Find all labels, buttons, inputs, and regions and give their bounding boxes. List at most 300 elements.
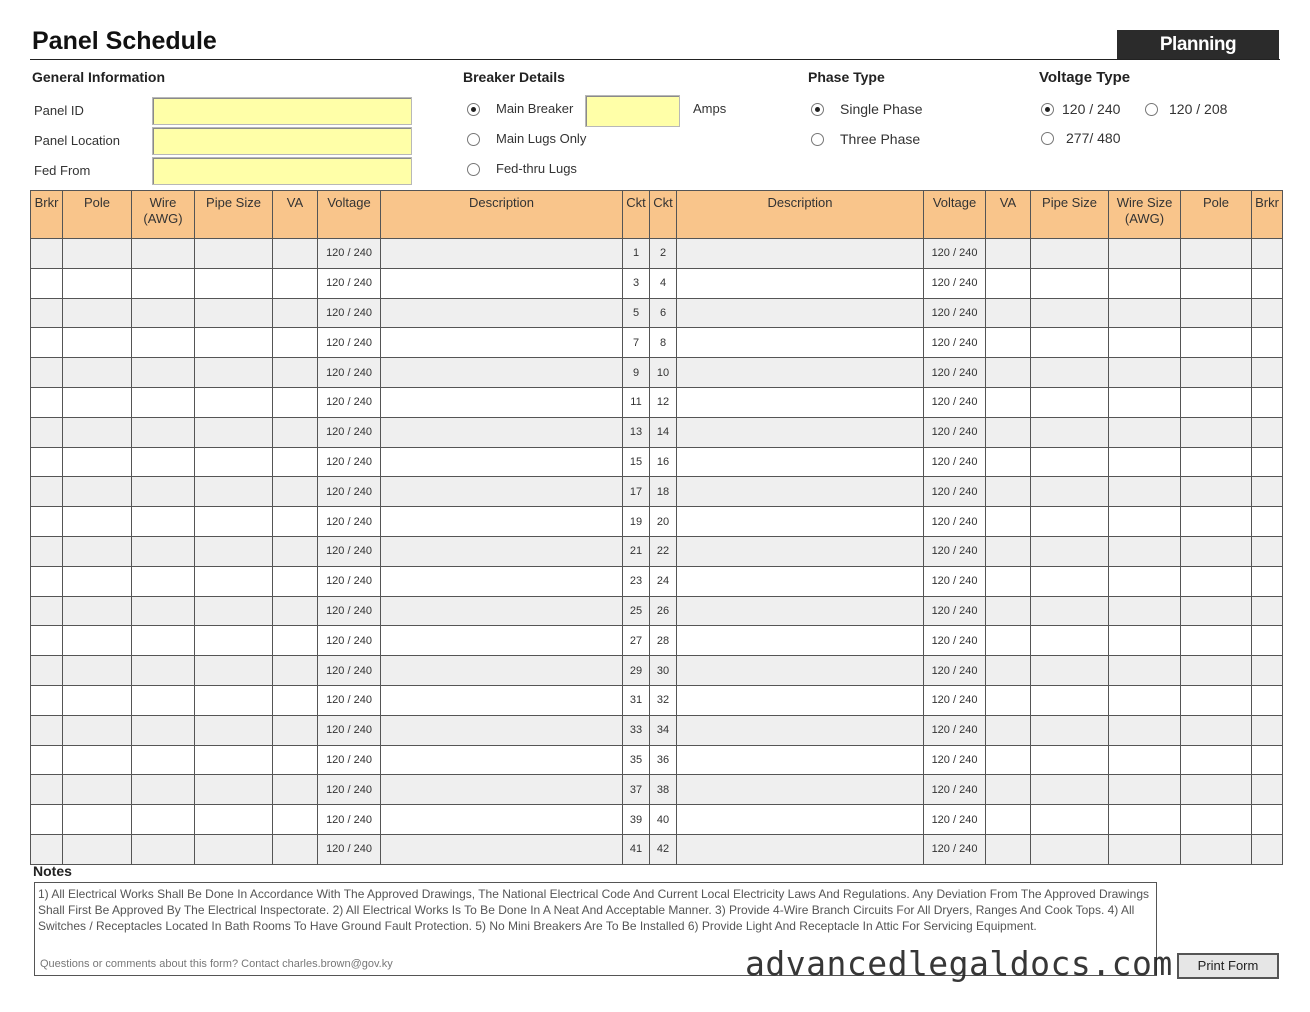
table-cell[interactable] — [1109, 447, 1181, 477]
table-cell[interactable] — [1031, 566, 1109, 596]
right-voltage-cell[interactable]: 120 / 240 — [924, 775, 986, 805]
table-cell[interactable] — [31, 805, 63, 835]
table-cell[interactable] — [132, 536, 195, 566]
table-cell[interactable] — [1252, 268, 1283, 298]
table-cell[interactable] — [63, 834, 132, 864]
table-cell[interactable] — [63, 775, 132, 805]
table-cell[interactable] — [1252, 447, 1283, 477]
main-breaker-radio[interactable] — [467, 103, 480, 116]
table-cell[interactable] — [381, 417, 623, 447]
table-cell[interactable] — [986, 566, 1031, 596]
table-cell[interactable] — [381, 268, 623, 298]
table-cell[interactable] — [1031, 507, 1109, 537]
table-cell[interactable] — [63, 447, 132, 477]
table-cell[interactable] — [31, 507, 63, 537]
table-cell[interactable] — [677, 417, 924, 447]
right-voltage-cell[interactable]: 120 / 240 — [924, 566, 986, 596]
left-voltage-cell[interactable]: 120 / 240 — [318, 447, 381, 477]
table-cell[interactable] — [195, 268, 273, 298]
left-voltage-cell[interactable]: 120 / 240 — [318, 507, 381, 537]
right-voltage-cell[interactable]: 120 / 240 — [924, 536, 986, 566]
table-cell[interactable] — [132, 268, 195, 298]
table-cell[interactable] — [677, 387, 924, 417]
table-cell[interactable] — [1109, 298, 1181, 328]
table-cell[interactable] — [381, 596, 623, 626]
table-cell[interactable] — [273, 805, 318, 835]
table-cell[interactable] — [273, 328, 318, 358]
table-cell[interactable] — [1252, 536, 1283, 566]
table-cell[interactable] — [381, 775, 623, 805]
table-cell[interactable] — [63, 536, 132, 566]
table-cell[interactable] — [986, 715, 1031, 745]
table-cell[interactable] — [1031, 328, 1109, 358]
table-cell[interactable] — [63, 358, 132, 388]
table-cell[interactable] — [1031, 596, 1109, 626]
table-cell[interactable] — [1181, 656, 1252, 686]
right-voltage-cell[interactable]: 120 / 240 — [924, 656, 986, 686]
table-cell[interactable] — [195, 685, 273, 715]
table-cell[interactable] — [986, 656, 1031, 686]
table-cell[interactable] — [31, 328, 63, 358]
right-voltage-cell[interactable]: 120 / 240 — [924, 358, 986, 388]
table-cell[interactable] — [1181, 387, 1252, 417]
table-cell[interactable] — [381, 239, 623, 269]
table-cell[interactable] — [273, 268, 318, 298]
table-cell[interactable] — [1109, 417, 1181, 447]
table-cell[interactable] — [63, 328, 132, 358]
left-voltage-cell[interactable]: 120 / 240 — [318, 715, 381, 745]
table-cell[interactable] — [986, 745, 1031, 775]
table-cell[interactable] — [63, 268, 132, 298]
table-cell[interactable] — [31, 387, 63, 417]
table-cell[interactable] — [1252, 596, 1283, 626]
left-voltage-cell[interactable]: 120 / 240 — [318, 268, 381, 298]
table-cell[interactable] — [195, 298, 273, 328]
table-cell[interactable] — [132, 596, 195, 626]
table-cell[interactable] — [1031, 685, 1109, 715]
table-cell[interactable] — [1031, 805, 1109, 835]
table-cell[interactable] — [132, 745, 195, 775]
right-voltage-cell[interactable]: 120 / 240 — [924, 834, 986, 864]
table-cell[interactable] — [1252, 626, 1283, 656]
right-voltage-cell[interactable]: 120 / 240 — [924, 268, 986, 298]
table-cell[interactable] — [381, 536, 623, 566]
table-cell[interactable] — [273, 507, 318, 537]
table-cell[interactable] — [381, 834, 623, 864]
table-cell[interactable] — [195, 328, 273, 358]
table-cell[interactable] — [1252, 417, 1283, 447]
left-voltage-cell[interactable]: 120 / 240 — [318, 358, 381, 388]
table-cell[interactable] — [31, 745, 63, 775]
table-cell[interactable] — [1031, 536, 1109, 566]
table-cell[interactable] — [1031, 775, 1109, 805]
table-cell[interactable] — [1109, 596, 1181, 626]
voltage-120-240-radio[interactable] — [1041, 103, 1054, 116]
table-cell[interactable] — [31, 417, 63, 447]
right-voltage-cell[interactable]: 120 / 240 — [924, 626, 986, 656]
table-cell[interactable] — [132, 685, 195, 715]
table-cell[interactable] — [381, 298, 623, 328]
table-cell[interactable] — [132, 387, 195, 417]
table-cell[interactable] — [1181, 298, 1252, 328]
table-cell[interactable] — [273, 536, 318, 566]
table-cell[interactable] — [677, 685, 924, 715]
table-cell[interactable] — [195, 805, 273, 835]
left-voltage-cell[interactable]: 120 / 240 — [318, 834, 381, 864]
table-cell[interactable] — [31, 775, 63, 805]
table-cell[interactable] — [63, 566, 132, 596]
table-cell[interactable] — [1109, 566, 1181, 596]
table-cell[interactable] — [63, 805, 132, 835]
table-cell[interactable] — [677, 536, 924, 566]
table-cell[interactable] — [195, 387, 273, 417]
table-cell[interactable] — [1252, 298, 1283, 328]
table-cell[interactable] — [1031, 745, 1109, 775]
table-cell[interactable] — [273, 387, 318, 417]
table-cell[interactable] — [986, 596, 1031, 626]
table-cell[interactable] — [677, 358, 924, 388]
table-cell[interactable] — [986, 358, 1031, 388]
table-cell[interactable] — [986, 507, 1031, 537]
table-cell[interactable] — [31, 536, 63, 566]
right-voltage-cell[interactable]: 120 / 240 — [924, 507, 986, 537]
table-cell[interactable] — [63, 626, 132, 656]
table-cell[interactable] — [132, 656, 195, 686]
left-voltage-cell[interactable]: 120 / 240 — [318, 805, 381, 835]
table-cell[interactable] — [381, 358, 623, 388]
table-cell[interactable] — [986, 477, 1031, 507]
table-cell[interactable] — [195, 358, 273, 388]
table-cell[interactable] — [986, 328, 1031, 358]
table-cell[interactable] — [132, 447, 195, 477]
table-cell[interactable] — [63, 387, 132, 417]
table-cell[interactable] — [677, 656, 924, 686]
table-cell[interactable] — [1031, 358, 1109, 388]
table-cell[interactable] — [31, 477, 63, 507]
table-cell[interactable] — [677, 745, 924, 775]
table-cell[interactable] — [1181, 596, 1252, 626]
table-cell[interactable] — [273, 596, 318, 626]
left-voltage-cell[interactable]: 120 / 240 — [318, 387, 381, 417]
table-cell[interactable] — [132, 328, 195, 358]
table-cell[interactable] — [1181, 536, 1252, 566]
right-voltage-cell[interactable]: 120 / 240 — [924, 596, 986, 626]
amps-field[interactable] — [585, 95, 680, 127]
table-cell[interactable] — [1031, 417, 1109, 447]
table-cell[interactable] — [1252, 834, 1283, 864]
table-cell[interactable] — [195, 507, 273, 537]
table-cell[interactable] — [1252, 239, 1283, 269]
table-cell[interactable] — [381, 805, 623, 835]
table-cell[interactable] — [381, 387, 623, 417]
table-cell[interactable] — [1109, 685, 1181, 715]
left-voltage-cell[interactable]: 120 / 240 — [318, 745, 381, 775]
table-cell[interactable] — [273, 417, 318, 447]
table-cell[interactable] — [63, 477, 132, 507]
table-cell[interactable] — [195, 715, 273, 745]
table-cell[interactable] — [1181, 685, 1252, 715]
table-cell[interactable] — [1181, 477, 1252, 507]
table-cell[interactable] — [273, 477, 318, 507]
table-cell[interactable] — [195, 656, 273, 686]
table-cell[interactable] — [1252, 358, 1283, 388]
table-cell[interactable] — [132, 805, 195, 835]
table-cell[interactable] — [1181, 507, 1252, 537]
table-cell[interactable] — [31, 358, 63, 388]
table-cell[interactable] — [31, 268, 63, 298]
table-cell[interactable] — [273, 626, 318, 656]
table-cell[interactable] — [677, 328, 924, 358]
table-cell[interactable] — [381, 447, 623, 477]
right-voltage-cell[interactable]: 120 / 240 — [924, 745, 986, 775]
table-cell[interactable] — [31, 596, 63, 626]
table-cell[interactable] — [1031, 834, 1109, 864]
table-cell[interactable] — [1031, 239, 1109, 269]
table-cell[interactable] — [1181, 834, 1252, 864]
table-cell[interactable] — [63, 507, 132, 537]
left-voltage-cell[interactable]: 120 / 240 — [318, 596, 381, 626]
table-cell[interactable] — [273, 685, 318, 715]
table-cell[interactable] — [1109, 507, 1181, 537]
table-cell[interactable] — [1109, 834, 1181, 864]
table-cell[interactable] — [63, 298, 132, 328]
left-voltage-cell[interactable]: 120 / 240 — [318, 656, 381, 686]
table-cell[interactable] — [986, 298, 1031, 328]
table-cell[interactable] — [132, 834, 195, 864]
right-voltage-cell[interactable]: 120 / 240 — [924, 477, 986, 507]
table-cell[interactable] — [31, 715, 63, 745]
left-voltage-cell[interactable]: 120 / 240 — [318, 626, 381, 656]
table-cell[interactable] — [677, 298, 924, 328]
table-cell[interactable] — [1181, 626, 1252, 656]
table-cell[interactable] — [986, 447, 1031, 477]
table-cell[interactable] — [1109, 805, 1181, 835]
table-cell[interactable] — [31, 298, 63, 328]
table-cell[interactable] — [1109, 745, 1181, 775]
table-cell[interactable] — [273, 834, 318, 864]
table-cell[interactable] — [63, 596, 132, 626]
table-cell[interactable] — [31, 447, 63, 477]
contact-text[interactable]: Questions or comments about this form? Contact charles.brown@gov.ky — [40, 958, 393, 970]
table-cell[interactable] — [677, 775, 924, 805]
right-voltage-cell[interactable]: 120 / 240 — [924, 387, 986, 417]
right-voltage-cell[interactable]: 120 / 240 — [924, 328, 986, 358]
table-cell[interactable] — [273, 775, 318, 805]
table-cell[interactable] — [1252, 566, 1283, 596]
table-cell[interactable] — [195, 566, 273, 596]
table-cell[interactable] — [677, 268, 924, 298]
table-cell[interactable] — [132, 298, 195, 328]
single-phase-radio[interactable] — [811, 103, 824, 116]
table-cell[interactable] — [195, 477, 273, 507]
fed-from-field[interactable] — [152, 157, 412, 185]
table-cell[interactable] — [273, 358, 318, 388]
table-cell[interactable] — [677, 447, 924, 477]
table-cell[interactable] — [1031, 298, 1109, 328]
table-cell[interactable] — [677, 507, 924, 537]
right-voltage-cell[interactable]: 120 / 240 — [924, 685, 986, 715]
table-cell[interactable] — [1109, 715, 1181, 745]
table-cell[interactable] — [1109, 626, 1181, 656]
table-cell[interactable] — [677, 834, 924, 864]
table-cell[interactable] — [132, 477, 195, 507]
table-cell[interactable] — [1181, 417, 1252, 447]
table-cell[interactable] — [1031, 715, 1109, 745]
table-cell[interactable] — [195, 745, 273, 775]
table-cell[interactable] — [1031, 447, 1109, 477]
table-cell[interactable] — [1181, 268, 1252, 298]
left-voltage-cell[interactable]: 120 / 240 — [318, 775, 381, 805]
table-cell[interactable] — [273, 447, 318, 477]
table-cell[interactable] — [1031, 268, 1109, 298]
left-voltage-cell[interactable]: 120 / 240 — [318, 685, 381, 715]
left-voltage-cell[interactable]: 120 / 240 — [318, 417, 381, 447]
table-cell[interactable] — [195, 596, 273, 626]
table-cell[interactable] — [63, 656, 132, 686]
left-voltage-cell[interactable]: 120 / 240 — [318, 239, 381, 269]
table-cell[interactable] — [1252, 507, 1283, 537]
table-cell[interactable] — [677, 715, 924, 745]
table-cell[interactable] — [31, 626, 63, 656]
table-cell[interactable] — [986, 805, 1031, 835]
table-cell[interactable] — [986, 268, 1031, 298]
table-cell[interactable] — [31, 656, 63, 686]
table-cell[interactable] — [381, 477, 623, 507]
table-cell[interactable] — [677, 805, 924, 835]
table-cell[interactable] — [132, 626, 195, 656]
panel-id-field[interactable] — [152, 97, 412, 125]
table-cell[interactable] — [132, 417, 195, 447]
table-cell[interactable] — [381, 685, 623, 715]
table-cell[interactable] — [677, 477, 924, 507]
table-cell[interactable] — [1109, 775, 1181, 805]
table-cell[interactable] — [381, 566, 623, 596]
table-cell[interactable] — [273, 715, 318, 745]
table-cell[interactable] — [1031, 626, 1109, 656]
table-cell[interactable] — [63, 239, 132, 269]
voltage-277-480-radio[interactable] — [1041, 132, 1054, 145]
left-voltage-cell[interactable]: 120 / 240 — [318, 328, 381, 358]
table-cell[interactable] — [195, 775, 273, 805]
table-cell[interactable] — [1252, 328, 1283, 358]
table-cell[interactable] — [1109, 536, 1181, 566]
left-voltage-cell[interactable]: 120 / 240 — [318, 298, 381, 328]
table-cell[interactable] — [195, 239, 273, 269]
table-cell[interactable] — [1181, 566, 1252, 596]
table-cell[interactable] — [1109, 387, 1181, 417]
table-cell[interactable] — [132, 239, 195, 269]
fed-thru-lugs-radio[interactable] — [467, 163, 480, 176]
left-voltage-cell[interactable]: 120 / 240 — [318, 566, 381, 596]
table-cell[interactable] — [986, 417, 1031, 447]
table-cell[interactable] — [381, 715, 623, 745]
right-voltage-cell[interactable]: 120 / 240 — [924, 298, 986, 328]
table-cell[interactable] — [1181, 358, 1252, 388]
table-cell[interactable] — [677, 239, 924, 269]
table-cell[interactable] — [1031, 387, 1109, 417]
table-cell[interactable] — [1109, 358, 1181, 388]
table-cell[interactable] — [132, 566, 195, 596]
table-cell[interactable] — [1031, 477, 1109, 507]
table-cell[interactable] — [1252, 715, 1283, 745]
main-lugs-only-radio[interactable] — [467, 133, 480, 146]
right-voltage-cell[interactable]: 120 / 240 — [924, 239, 986, 269]
table-cell[interactable] — [195, 536, 273, 566]
table-cell[interactable] — [1181, 805, 1252, 835]
table-cell[interactable] — [381, 626, 623, 656]
table-cell[interactable] — [986, 387, 1031, 417]
table-cell[interactable] — [31, 685, 63, 715]
table-cell[interactable] — [1109, 239, 1181, 269]
table-cell[interactable] — [1252, 477, 1283, 507]
table-cell[interactable] — [273, 239, 318, 269]
table-cell[interactable] — [986, 834, 1031, 864]
table-cell[interactable] — [381, 656, 623, 686]
table-cell[interactable] — [1252, 685, 1283, 715]
table-cell[interactable] — [1031, 656, 1109, 686]
table-cell[interactable] — [1181, 447, 1252, 477]
right-voltage-cell[interactable]: 120 / 240 — [924, 805, 986, 835]
table-cell[interactable] — [1252, 656, 1283, 686]
table-cell[interactable] — [31, 239, 63, 269]
table-cell[interactable] — [1181, 775, 1252, 805]
table-cell[interactable] — [986, 536, 1031, 566]
table-cell[interactable] — [31, 566, 63, 596]
voltage-120-208-radio[interactable] — [1145, 103, 1158, 116]
table-cell[interactable] — [63, 745, 132, 775]
left-voltage-cell[interactable]: 120 / 240 — [318, 477, 381, 507]
table-cell[interactable] — [986, 626, 1031, 656]
table-cell[interactable] — [1252, 387, 1283, 417]
three-phase-radio[interactable] — [811, 133, 824, 146]
table-cell[interactable] — [1109, 477, 1181, 507]
table-cell[interactable] — [63, 417, 132, 447]
table-cell[interactable] — [1181, 328, 1252, 358]
table-cell[interactable] — [1252, 745, 1283, 775]
table-cell[interactable] — [132, 775, 195, 805]
table-cell[interactable] — [63, 685, 132, 715]
table-cell[interactable] — [677, 596, 924, 626]
table-cell[interactable] — [986, 775, 1031, 805]
table-cell[interactable] — [132, 358, 195, 388]
table-cell[interactable] — [195, 626, 273, 656]
left-voltage-cell[interactable]: 120 / 240 — [318, 536, 381, 566]
right-voltage-cell[interactable]: 120 / 240 — [924, 417, 986, 447]
table-cell[interactable] — [1252, 805, 1283, 835]
table-cell[interactable] — [273, 745, 318, 775]
table-cell[interactable] — [1252, 775, 1283, 805]
table-cell[interactable] — [1109, 328, 1181, 358]
table-cell[interactable] — [273, 566, 318, 596]
table-cell[interactable] — [31, 834, 63, 864]
table-cell[interactable] — [195, 447, 273, 477]
table-cell[interactable] — [381, 328, 623, 358]
table-cell[interactable] — [381, 507, 623, 537]
table-cell[interactable] — [132, 507, 195, 537]
table-cell[interactable] — [195, 834, 273, 864]
table-cell[interactable] — [1181, 745, 1252, 775]
table-cell[interactable] — [273, 656, 318, 686]
table-cell[interactable] — [1109, 268, 1181, 298]
table-cell[interactable] — [986, 239, 1031, 269]
table-cell[interactable] — [1181, 715, 1252, 745]
table-cell[interactable] — [1181, 239, 1252, 269]
table-cell[interactable] — [132, 715, 195, 745]
table-cell[interactable] — [273, 298, 318, 328]
panel-location-field[interactable] — [152, 127, 412, 155]
table-cell[interactable] — [195, 417, 273, 447]
table-cell[interactable] — [1109, 656, 1181, 686]
